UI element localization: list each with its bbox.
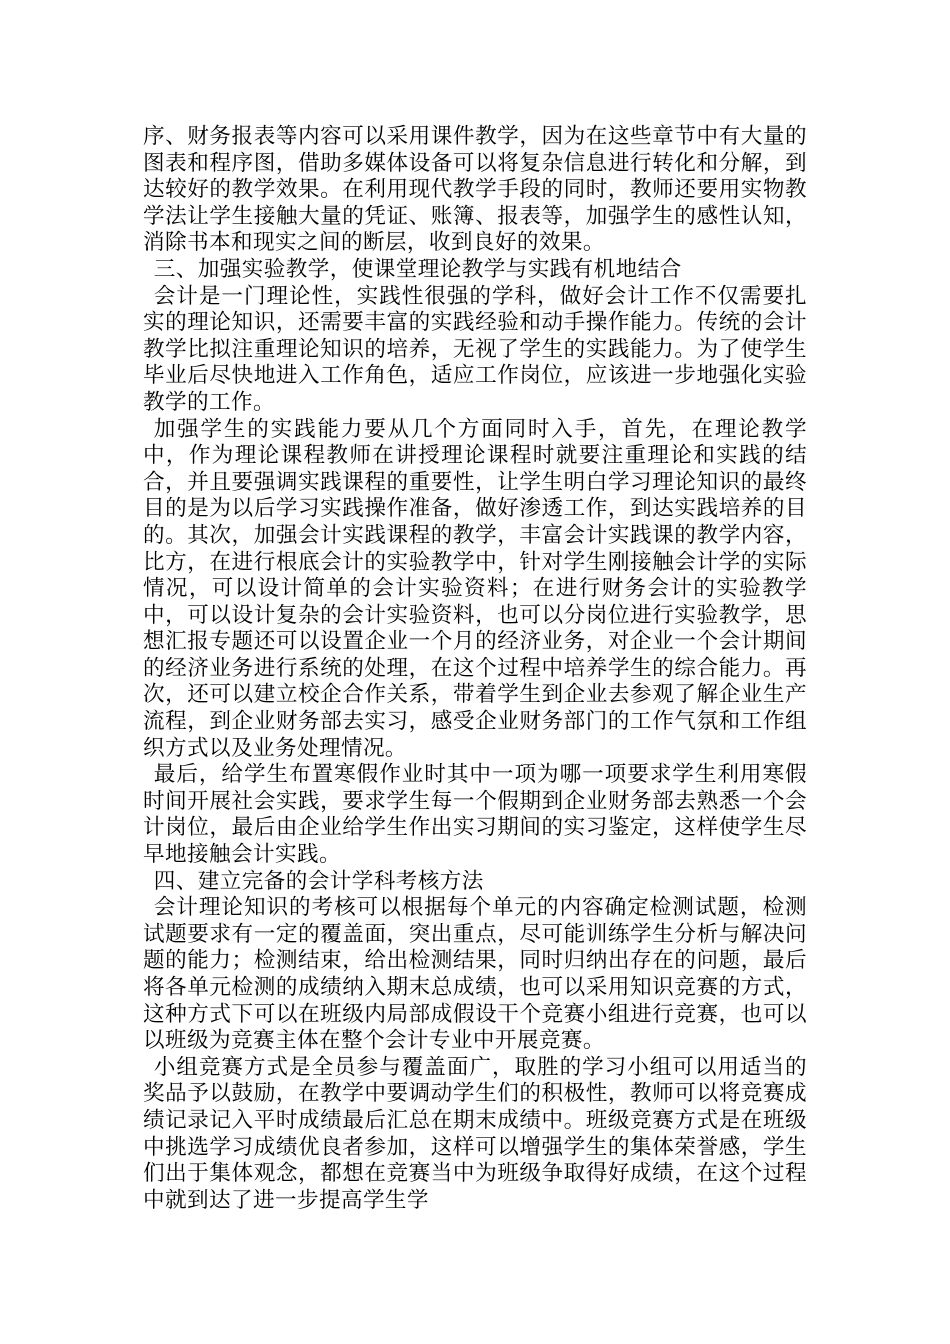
paragraph-practical-ability: 加强学生的实践能力要从几个方面同时入手，首先，在理论教学中，作为理论课程教师在讲授理论课程时就要注重理论和实践的结合，并且要强调实践课程的重要性，让学生明白学习理论知识的最终目的是为以后学习实践操作准备，做好渗透工作，到达实践培养的目的。其次，加强会计实践课程的教学，丰富会计实践课的教学内容，比方，在进行根底会计的实验教学中，针对学生刚接触会计学的实际情况，可以设计简单的会计实验资料；在进行财务会计的实验教学中，可以设计复杂的会计实验资料，也可以分岗位进行实验教学，思想汇报专题还可以设置企业一个月的经济业务，对企业一个会计期间的经济业务进行系统的处理，在这个过程中培养学生的综合能力。再次，还可以建立校企合作关系，带着学生到企业去参观了解企业生产流程，到企业财务部去实习，感受企业财务部门的工作气氛和工作组织方式以及业务处理情况。: [143, 416, 807, 761]
paragraph-accounting-practice: 会计是一门理论性，实践性很强的学科，做好会计工作不仅需要扎实的理论知识，还需要丰富的实践经验和动手操作能力。传统的会计教学比拟注重理论知识的培养，无视了学生的实践能力。为了使学生毕业后尽快地进入工作角色，适应工作岗位，应该进一步地强化实验教学的工作。: [143, 283, 807, 415]
paragraph-winter-practice: 最后，给学生布置寒假作业时其中一项为哪一项要求学生利用寒假时间开展社会实践，要求学生每一个假期到企业财务部去熟悉一个会计岗位，最后由企业给学生作出实习期间的实习鉴定，这样使学生尽早地接触会计实践。: [143, 762, 807, 868]
paragraph-competition: 小组竞赛方式是全员参与覆盖面广，取胜的学习小组可以用适当的奖品予以鼓励，在教学中要调动学生们的积极性，教师可以将竞赛成绩记录记入平时成绩最后汇总在期末成绩中。班级竞赛方式是在班级中挑选学习成绩优良者参加，这样可以增强学生的集体荣誉感，学生们出于集体观念，都想在竞赛当中为班级争取得好成绩，在这个过程中就到达了进一步提高学生学: [143, 1054, 807, 1213]
document-page: [143, 124, 807, 1214]
paragraph-intro-continued: 序、财务报表等内容可以采用课件教学，因为在这些章节中有大量的图表和程序图，借助多媒体设备可以将复杂信息进行转化和分解，到达较好的教学效果。在利用现代教学手段的同时，教师还要用实物教学法让学生接触大量的凭证、账簿、报表等，加强学生的感性认知，消除书本和现实之间的断层，收到良好的效果。: [143, 124, 807, 256]
section-heading-3: 三、加强实验教学，使课堂理论教学与实践有机地结合: [153, 256, 682, 282]
paragraph-assessment-method: 会计理论知识的考核可以根据每个单元的内容确定检测试题，检测试题要求有一定的覆盖面，突出重点，尽可能训练学生分析与解决问题的能力；检测结束，给出检测结果，同时归纳出存在的问题，最后将各单元检测的成绩纳入期末总成绩，也可以采用知识竞赛的方式，这种方式下可以在班级内局部成假设干个竞赛小组进行竞赛，也可以以班级为竞赛主体在整个会计专业中开展竞赛。: [143, 895, 807, 1054]
section-heading-4: 四、建立完备的会计学科考核方法: [153, 868, 484, 894]
